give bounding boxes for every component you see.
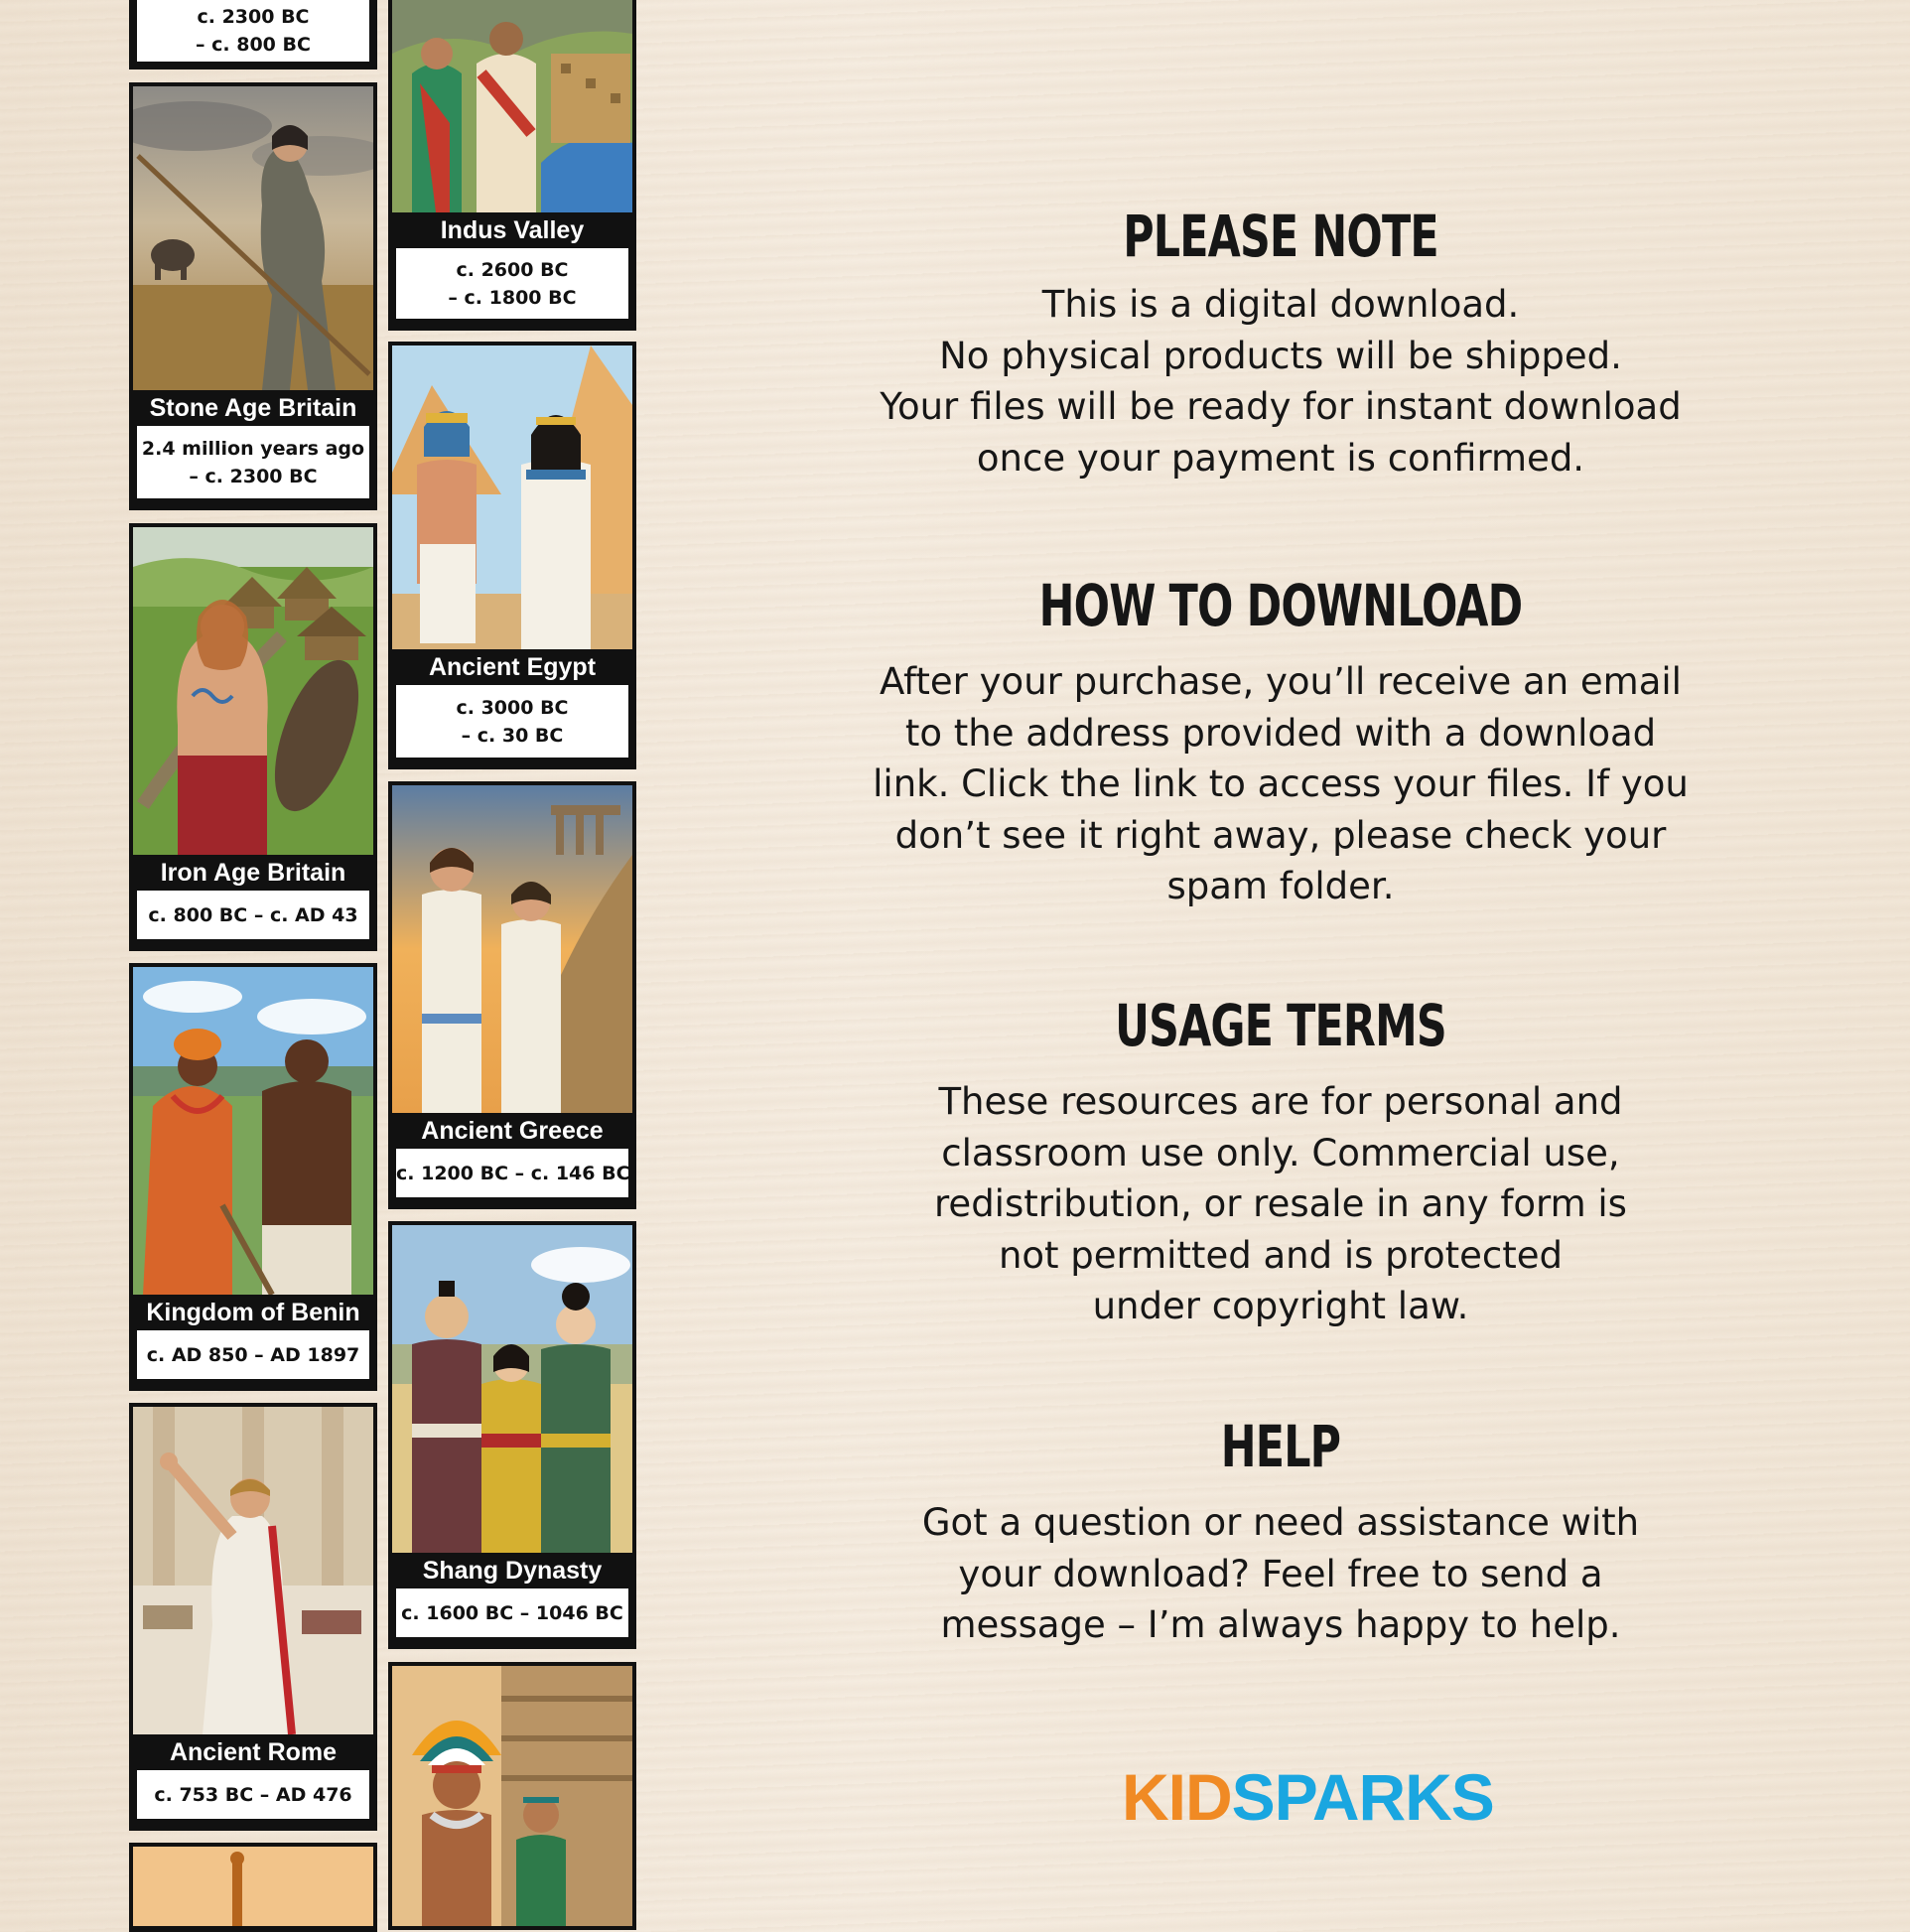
card-date-line: c. 2300 BC: [197, 6, 310, 28]
shang-dynasty-illustration: [392, 1225, 632, 1553]
section-text-line: No physical products will be shipped.: [939, 334, 1622, 377]
section-usage-terms: [834, 993, 1727, 1332]
card-date-line: – c. 1800 BC: [448, 286, 577, 309]
card-stone-age-britain[interactable]: [129, 82, 377, 510]
card-dates: [137, 1330, 369, 1379]
section-help: [834, 1414, 1727, 1651]
card-bottom-partial-left: [129, 1843, 377, 1932]
card-date-line: 2.4 million years ago: [141, 437, 365, 460]
card-ancient-egypt[interactable]: [388, 342, 636, 769]
section-text-line: spam folder.: [1166, 865, 1395, 907]
section-text-line: don’t see it right away, please check your: [894, 813, 1667, 857]
card-bottom-partial-right: [388, 1662, 636, 1930]
section-text-line: redistribution, or resale in any form is: [934, 1182, 1627, 1225]
card-date-line: – c. 800 BC: [196, 34, 311, 56]
card-dates: [396, 248, 628, 319]
card-iron-age-britain[interactable]: [129, 523, 377, 951]
section-text-line: After your purchase, you’ll receive an email: [880, 660, 1682, 703]
card-dates: [137, 426, 369, 498]
partial-illustration: [133, 1847, 373, 1926]
mesoamerica-illustration: [392, 1666, 632, 1926]
section-heading: PLEASE NOTE: [1123, 203, 1438, 270]
section-text-line: message – I’m always happy to help.: [940, 1603, 1621, 1646]
card-ancient-greece[interactable]: [388, 781, 636, 1209]
card-title: Indus Valley: [392, 212, 632, 248]
ancient-greece-illustration: [392, 785, 632, 1113]
section-heading: HOW TO DOWNLOAD: [1038, 572, 1523, 639]
section-text-line: under copyright law.: [1092, 1285, 1469, 1327]
card-date-line: c. 800 BC – c. AD 43: [148, 903, 358, 926]
card-title: Stone Age Britain: [133, 390, 373, 426]
logo-kid: KID: [1122, 1760, 1232, 1834]
card-dates: [137, 0, 369, 62]
ancient-egypt-illustration: [392, 345, 632, 649]
section-text-line: classroom use only. Commercial use,: [941, 1131, 1620, 1174]
logo-sparks: SPARKS: [1231, 1760, 1494, 1834]
card-date-line: c. AD 850 – AD 1897: [146, 1343, 360, 1366]
stone-age-illustration: [133, 86, 373, 390]
card-date-line: c. 2600 BC: [456, 258, 569, 281]
card-date-line: c. 753 BC – AD 476: [154, 1783, 352, 1806]
section-text-line: This is a digital download.: [1041, 283, 1520, 326]
section-text-line: These resources are for personal and: [938, 1080, 1623, 1123]
kidsparks-logo: [1122, 1760, 1494, 1834]
card-dates: [396, 1149, 628, 1197]
card-top-partial: [129, 0, 377, 69]
section-text-line: your download? Feel free to send a: [958, 1552, 1603, 1595]
card-title: Ancient Rome: [133, 1734, 373, 1770]
card-date-line: c. 1600 BC – 1046 BC: [401, 1601, 623, 1624]
section-text-line: link. Click the link to access your files. If you: [873, 762, 1689, 805]
card-date-line: c. 1200 BC – c. 146 BC: [396, 1162, 630, 1184]
section-text-line: to the address provided with a download: [904, 711, 1657, 755]
card-title: Ancient Greece: [392, 1113, 632, 1149]
section-please-note: [834, 204, 1727, 483]
indus-valley-illustration: [392, 0, 632, 212]
section-heading: HELP: [1220, 1413, 1341, 1480]
info-panel: [834, 0, 1727, 1910]
section-heading: USAGE TERMS: [1115, 992, 1446, 1059]
ancient-rome-illustration: [133, 1407, 373, 1734]
card-date-line: – c. 30 BC: [461, 724, 564, 747]
benin-illustration: [133, 967, 373, 1295]
section-text-line: once your payment is confirmed.: [976, 436, 1585, 480]
section-text-line: not permitted and is protected: [998, 1233, 1564, 1277]
iron-age-illustration: [133, 527, 373, 855]
card-date-line: – c. 2300 BC: [189, 465, 318, 487]
card-dates: [396, 1588, 628, 1637]
card-dates: [396, 685, 628, 758]
card-indus-valley[interactable]: [388, 0, 636, 331]
card-dates: [137, 1770, 369, 1819]
section-text-line: Your files will be ready for instant download: [880, 385, 1682, 428]
card-ancient-rome[interactable]: [129, 1403, 377, 1831]
card-title: Ancient Egypt: [392, 649, 632, 685]
card-date-line: c. 3000 BC: [456, 696, 569, 719]
card-shang-dynasty[interactable]: [388, 1221, 636, 1649]
card-dates: [137, 891, 369, 939]
section-text-line: Got a question or need assistance with: [921, 1501, 1640, 1544]
section-how-to-download: [834, 573, 1727, 912]
card-title: Shang Dynasty: [392, 1553, 632, 1588]
card-title: Iron Age Britain: [133, 855, 373, 891]
card-kingdom-of-benin[interactable]: [129, 963, 377, 1391]
card-title: Kingdom of Benin: [133, 1295, 373, 1330]
